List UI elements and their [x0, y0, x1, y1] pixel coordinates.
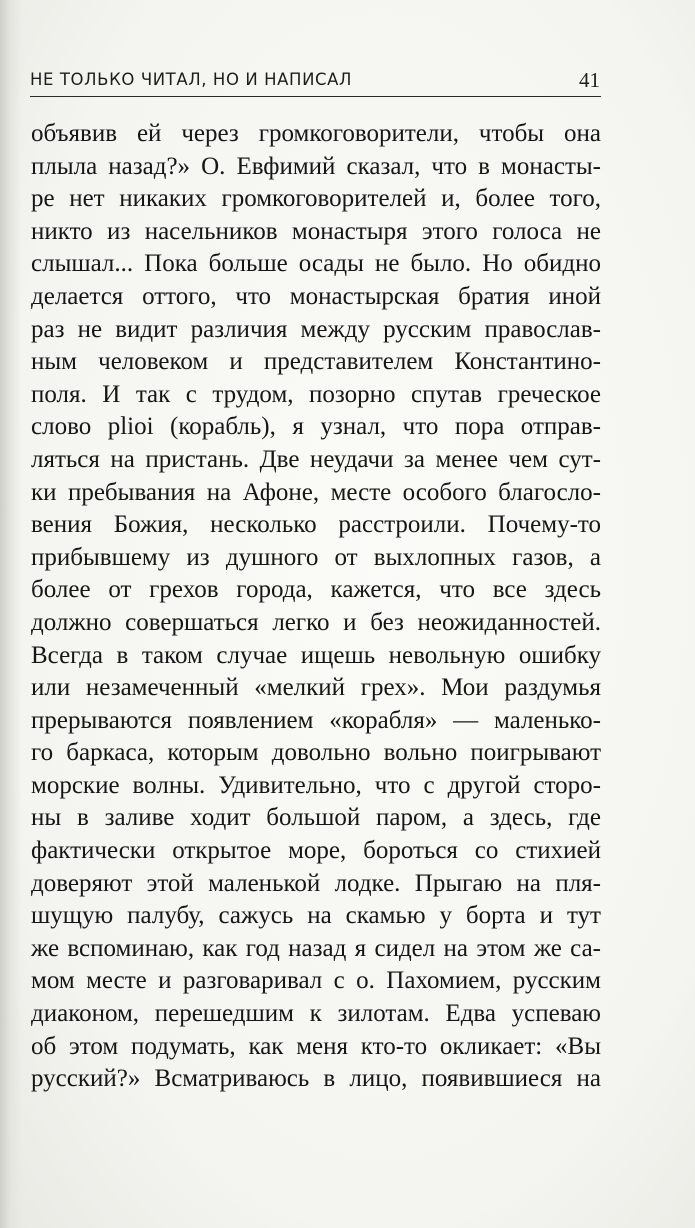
text-line: ляться на пристань. Две неудачи за менее чем сут- [31, 445, 601, 473]
text-line: об этом подумать, как меня кто-то окликает: «Вы [31, 1032, 601, 1060]
text-line: должно совершаться легко и без неожиданностей. [31, 608, 601, 636]
text-line: Всегда в таком случае ищешь невольную ошибку [31, 641, 601, 669]
text-line: прерываются появлением «корабля» — маленько- [31, 706, 601, 734]
text-line: фактически открытое море, бороться со стихией [31, 837, 601, 865]
text-line: делается оттого, что монастырская братия иной [31, 282, 601, 310]
text-line: раз не видит различия между русским православ- [31, 315, 601, 343]
running-title: НЕ ТОЛЬКО ЧИТАЛ, НО И НАПИСАЛ [30, 70, 353, 89]
text-line: доверяют этой маленькой лодке. Прыгаю на пля- [31, 869, 601, 897]
text-line: слышал... Пока больше осады не было. Но обидно [31, 250, 601, 278]
text-line: или незамеченный «мелкий грех». Мои раздумья [31, 674, 601, 702]
text-line: прибывшему из душного от выхлопных газов, а [31, 543, 601, 571]
text-line: более от грехов города, кажется, что все здесь [31, 576, 601, 604]
text-line: же вспоминаю, как год назад я сидел на этом же са- [31, 934, 601, 962]
text-line: ным человеком и представителем Константино- [31, 348, 601, 376]
header-rule [30, 96, 601, 97]
text-line: русский?» Всматриваюсь в лицо, появившиеся на [31, 1065, 601, 1093]
text-line: ны в заливе ходит большой паром, а здесь, где [31, 804, 601, 832]
text-line: мом месте и разговаривал с о. Пахомием, русским [31, 967, 601, 995]
text-line: го баркаса, которым довольно вольно поигрывают [31, 739, 601, 767]
body-text [31, 118, 601, 1096]
text-line: плыла назад?» О. Евфимий сказал, что в монасты- [31, 152, 601, 180]
text-line: морские волны. Удивительно, что с другой сторо- [31, 771, 601, 799]
text-line: никто из насельников монастыря этого голоса не [31, 217, 601, 245]
text-line: диаконом, перешедшим к зилотам. Едва успеваю [31, 1000, 601, 1028]
text-line: ре нет никаких громкоговорителей и, более того, [31, 185, 601, 213]
page-gutter-shadow [0, 0, 22, 1228]
page-number: 41 [579, 68, 600, 92]
page-header [30, 68, 600, 94]
text-line: шущую палубу, сажусь на скамью у борта и тут [31, 902, 601, 930]
text-line: ки пребывания на Афоне, месте особого благосло- [31, 478, 601, 506]
text-line: объявив ей через громкоговорители, чтобы она [31, 120, 601, 147]
text-line: слово plioi (корабль), я узнал, что пора отправ- [31, 413, 601, 441]
text-line: поля. И так с трудом, позорно спутав греческое [31, 380, 601, 408]
text-line: вения Божия, несколько расстроили. Почему-то [31, 511, 601, 539]
